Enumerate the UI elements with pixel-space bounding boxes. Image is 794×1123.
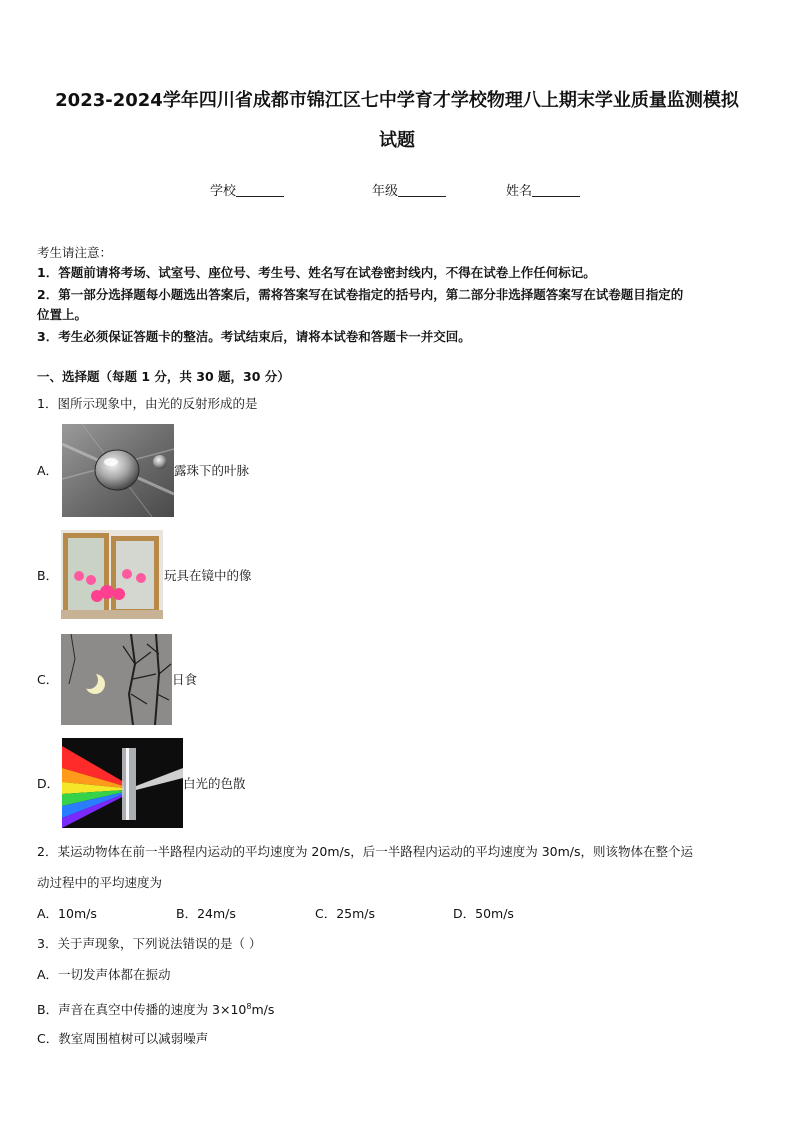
solar-eclipse-image xyxy=(61,634,172,725)
name-label: 姓名 xyxy=(506,184,533,199)
student-info-line xyxy=(0,180,794,200)
q3-option-a: A．一切发声体都在振动 xyxy=(37,967,171,982)
q2-option-d: D．50m/s xyxy=(453,906,514,921)
school-label: 学校 xyxy=(210,184,237,199)
q1-option-a-letter: A． xyxy=(37,463,59,478)
q3-option-b xyxy=(37,997,274,1020)
q1-option-d-letter: D． xyxy=(37,776,60,791)
q3-option-b-exponent: 8 xyxy=(246,1002,252,1011)
q1-option-c-letter: C． xyxy=(37,672,59,687)
q1-option-c-text: 日食 xyxy=(172,672,198,687)
dewdrop-leaf-image xyxy=(62,424,174,517)
q3-option-c: C．教室周围植树可以减弱噪声 xyxy=(37,1031,209,1046)
toys-mirror-image xyxy=(61,530,163,619)
section-heading: 一、选择题（每题 1 分，共 30 题，30 分） xyxy=(37,369,290,384)
question-2-stem-continued: 动过程中的平均速度为 xyxy=(37,875,163,890)
grade-label: 年级 xyxy=(372,184,399,199)
school-field[interactable] xyxy=(210,180,284,199)
q2-option-c: C．25m/s xyxy=(315,906,376,921)
q1-option-b-letter: B． xyxy=(37,568,59,583)
q2-option-b: B．24m/s xyxy=(176,906,236,921)
name-blank[interactable] xyxy=(532,183,580,197)
notice-heading: 考生请注意： xyxy=(37,245,113,260)
q3-option-b-unit: m/s xyxy=(251,1002,275,1018)
q1-option-a-text: 露珠下的叶脉 xyxy=(174,463,250,478)
question-2-stem: 2．某运动物体在前一半路程内运动的平均速度为 20m/s，后一半路程内运动的平均速度为 30m/s，则该物体在整个运 xyxy=(37,844,694,859)
grade-blank[interactable] xyxy=(398,183,446,197)
school-blank[interactable] xyxy=(236,183,284,197)
exam-title-continued: 试题 xyxy=(379,130,415,151)
q1-option-d-text: 白光的色散 xyxy=(183,776,246,791)
exam-title: 2023-2024学年四川省成都市锦江区七中学育才学校物理八上期末学业质量监测模拟 xyxy=(55,90,739,111)
q2-option-a: A．10m/s xyxy=(37,906,97,921)
notice-item-2-continued: 位置上。 xyxy=(37,307,88,322)
notice-item-2: 2．第一部分选择题每小题选出答案后，需将答案写在试卷指定的括号内，第二部分非选择题答案写在试卷题目指定的 xyxy=(37,287,684,302)
q3-option-b-text: B．声音在真空中传播的速度为 3×10 xyxy=(37,1002,247,1018)
notice-item-3: 3．考生必须保证答题卡的整洁。考试结束后，请将本试卷和答题卡一并交回。 xyxy=(37,329,471,344)
grade-field[interactable] xyxy=(372,180,446,199)
prism-dispersion-image xyxy=(62,738,183,828)
question-1-stem: 1．图所示现象中，由光的反射形成的是 xyxy=(37,396,258,411)
q1-option-b-text: 玩具在镜中的像 xyxy=(164,568,252,583)
notice-item-1: 1．答题前请将考场、试室号、座位号、考生号、姓名写在试卷密封线内，不得在试卷上作任何标记。 xyxy=(37,265,596,280)
question-3-stem: 3．关于声现象，下列说法错误的是（ ） xyxy=(37,936,262,951)
name-field[interactable] xyxy=(506,180,580,199)
